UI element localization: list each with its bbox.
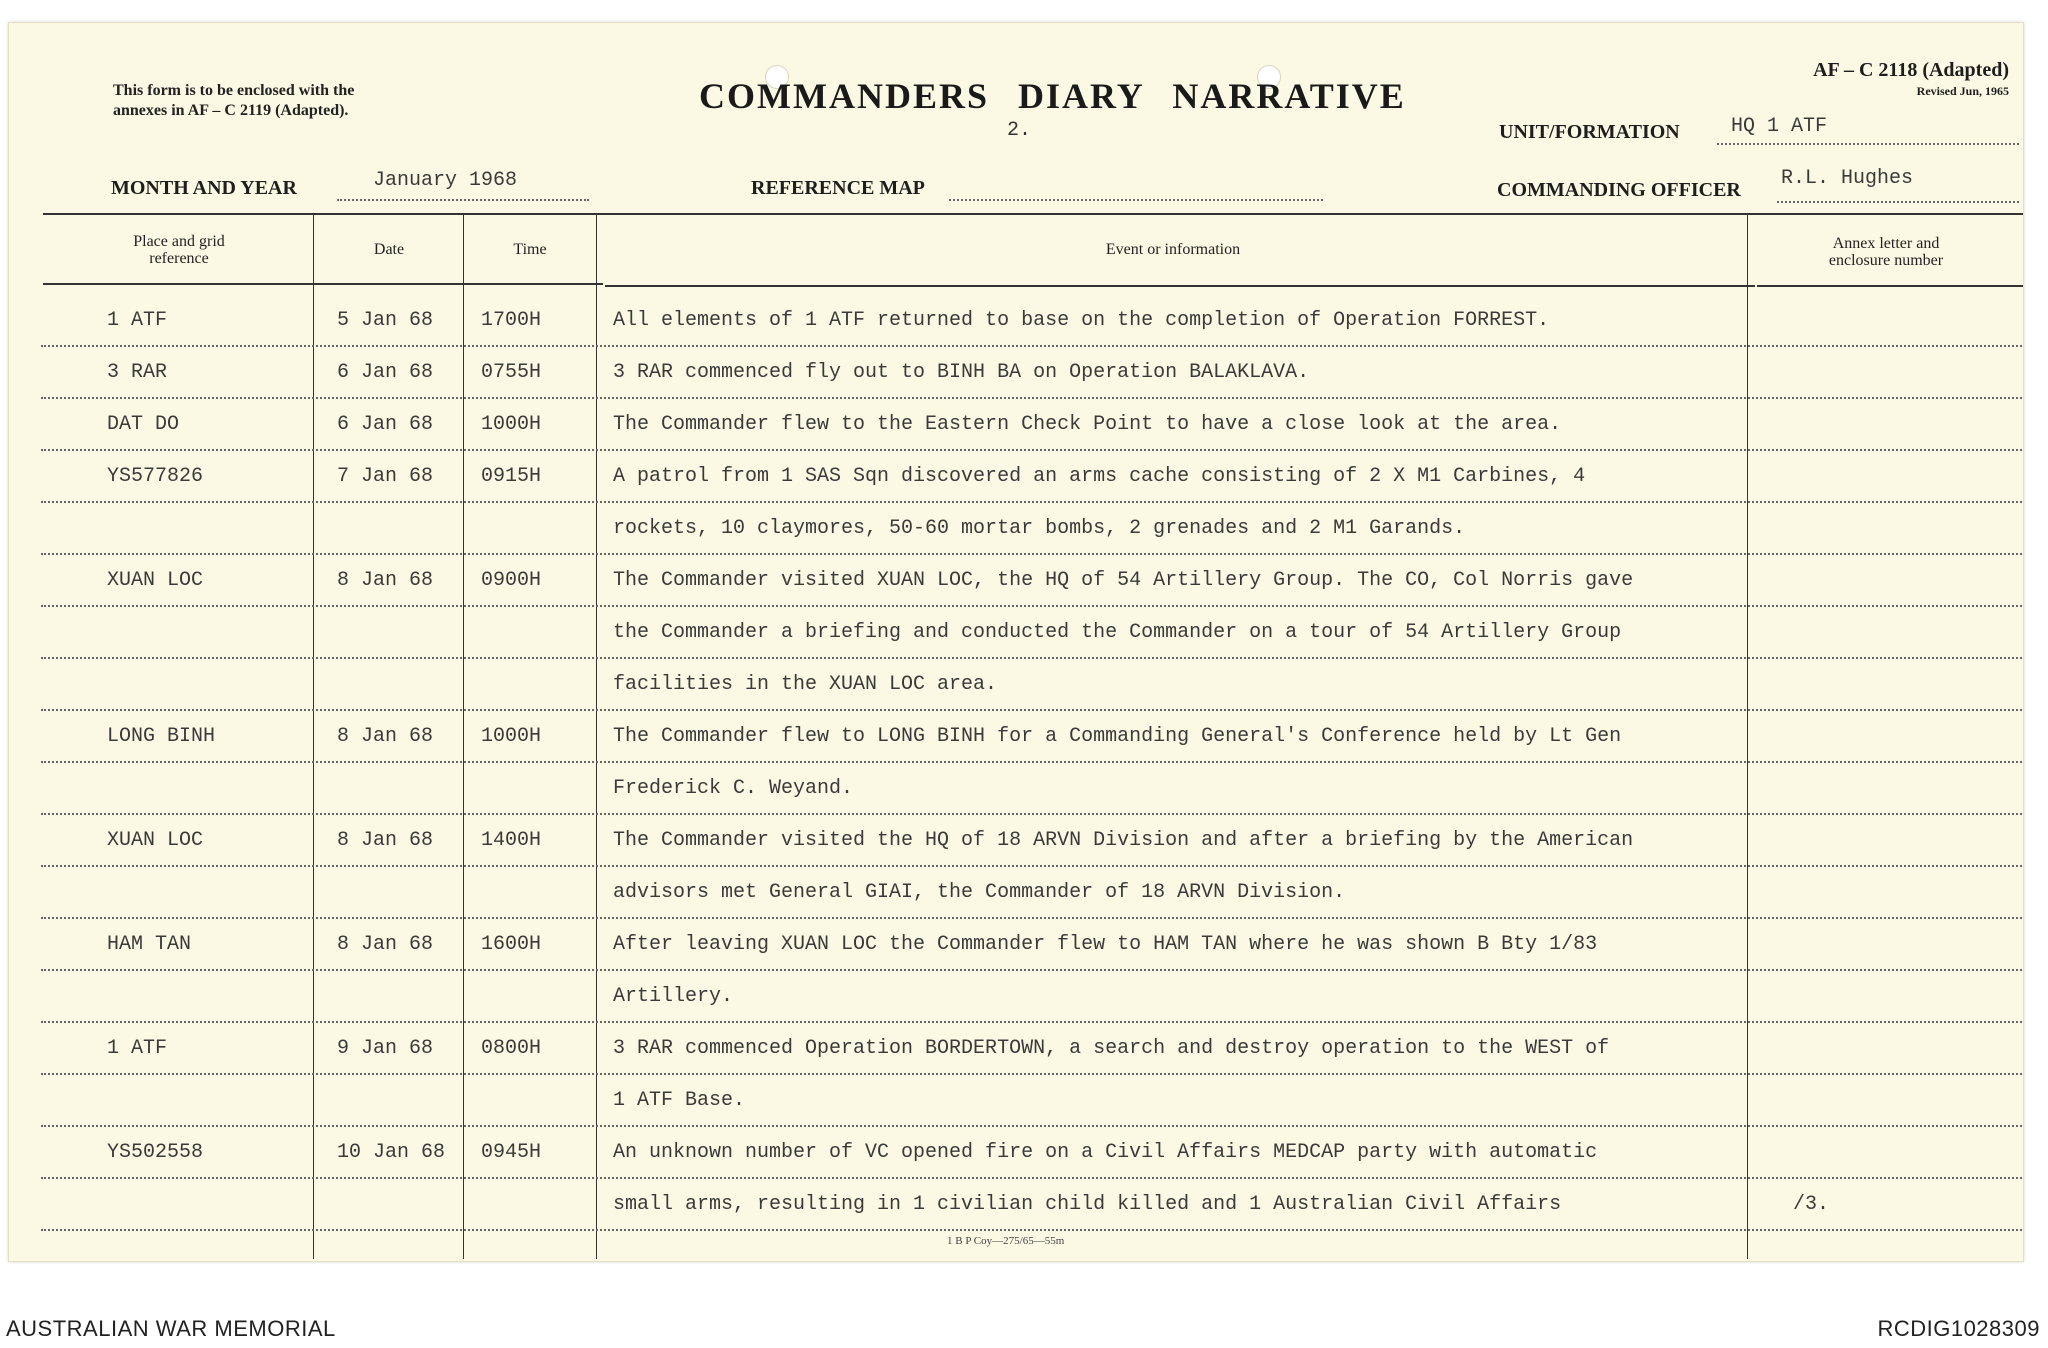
event-cell: facilities in the XUAN LOC area. (613, 673, 998, 696)
table-row (41, 867, 2024, 919)
reference-map-label: REFERENCE MAP (751, 177, 925, 199)
header-bottom-rule-event (605, 285, 1755, 287)
unit-formation-field (1499, 115, 2019, 151)
event-cell: The Commander flew to LONG BINH for a Commanding General's Conference held by Lt Gen (613, 725, 1622, 748)
date-cell: 8 Jan 68 (337, 933, 434, 956)
date-cell: 7 Jan 68 (337, 465, 434, 488)
printer-code: 1 B P Coy—275/65—55m (947, 1235, 1065, 1247)
table-row (41, 295, 2024, 347)
unit-formation-label: UNIT/FORMATION (1499, 121, 1680, 143)
table-row (41, 607, 2024, 659)
time-cell: 0915H (481, 465, 542, 488)
event-cell: 3 RAR commenced Operation BORDERTOWN, a search and destroy operation to the WEST of (613, 1037, 1610, 1060)
archive-caption-left: AUSTRALIAN WAR MEMORIAL (6, 1316, 336, 1341)
table-row (41, 555, 2024, 607)
enclosure-note-line2: annexes in AF – C 2119 (Adapted). (113, 102, 349, 119)
diary-sheet (8, 22, 2024, 1262)
column-header-time: Time (513, 241, 547, 258)
form-code: AF – C 2118 (Adapted) (1813, 59, 2009, 81)
place-cell: XUAN LOC (107, 829, 204, 852)
time-cell: 1600H (481, 933, 542, 956)
event-cell: The Commander visited XUAN LOC, the HQ of 54 Artillery Group. The CO, Col Norris gave (613, 569, 1634, 592)
unit-formation-value: HQ 1 ATF (1731, 115, 1828, 138)
column-header-date: Date (373, 241, 405, 258)
table-row (41, 711, 2024, 763)
annex-cell: /3. (1793, 1193, 1830, 1216)
event-cell: advisors met General GIAI, the Commander of 18 ARVN Division. (613, 881, 1346, 904)
place-cell: 3 RAR (107, 361, 168, 384)
date-cell: 5 Jan 68 (337, 309, 434, 332)
time-cell: 0755H (481, 361, 542, 384)
event-cell: Artillery. (613, 985, 734, 1008)
time-cell: 0800H (481, 1037, 542, 1060)
table-row (41, 971, 2024, 1023)
enclosure-note (113, 81, 354, 121)
table-top-rule (43, 213, 2023, 215)
commanding-officer-field (1497, 167, 2019, 209)
table-row (41, 1075, 2024, 1127)
form-code-block (1813, 59, 2009, 99)
date-cell: 9 Jan 68 (337, 1037, 434, 1060)
event-cell: 1 ATF Base. (613, 1089, 746, 1112)
month-year-field (111, 169, 589, 207)
column-header-annex: Annex letter and enclosure number (1828, 235, 1944, 269)
event-cell: Frederick C. Weyand. (613, 777, 854, 800)
table-row (41, 919, 2024, 971)
event-cell: After leaving XUAN LOC the Commander flew to HAM TAN where he was shown B Bty 1/83 (613, 933, 1598, 956)
date-cell: 6 Jan 68 (337, 361, 434, 384)
event-cell: An unknown number of VC opened fire on a Civil Affairs MEDCAP party with automatic (613, 1141, 1598, 1164)
place-cell: 1 ATF (107, 309, 168, 332)
place-cell: YS577826 (107, 465, 204, 488)
place-cell: LONG BINH (107, 725, 216, 748)
time-cell: 1400H (481, 829, 542, 852)
time-cell: 1000H (481, 725, 542, 748)
place-cell: 1 ATF (107, 1037, 168, 1060)
archive-caption-right: RCDIG1028309 (1877, 1316, 2040, 1341)
event-cell: small arms, resulting in 1 civilian child killed and 1 Australian Civil Affairs (613, 1193, 1562, 1216)
column-header-event: Event or information (1105, 241, 1241, 258)
column-header-place: Place and grid reference (133, 233, 225, 267)
reference-map-field (751, 177, 1323, 207)
table-row (41, 399, 2024, 451)
header-bottom-rule-annex (1757, 285, 2023, 287)
table-row (41, 815, 2024, 867)
event-cell: rockets, 10 claymores, 50-60 mortar bombs, 2 grenades and 2 M1 Garands. (613, 517, 1466, 540)
event-cell: All elements of 1 ATF returned to base on the completion of Operation FORREST. (613, 309, 1550, 332)
place-cell: HAM TAN (107, 933, 192, 956)
time-cell: 1700H (481, 309, 542, 332)
time-cell: 1000H (481, 413, 542, 436)
place-cell: XUAN LOC (107, 569, 204, 592)
table-row (41, 451, 2024, 503)
month-year-value: January 1968 (373, 169, 518, 192)
table-row (41, 347, 2024, 399)
form-title: COMMANDERS DIARY NARRATIVE (699, 76, 1406, 116)
place-cell: YS502558 (107, 1141, 204, 1164)
event-cell: the Commander a briefing and conducted the Commander on a tour of 54 Artillery Group (613, 621, 1622, 644)
page-number: 2. (1007, 119, 1032, 142)
table-row (41, 503, 2024, 555)
date-cell: 8 Jan 68 (337, 829, 434, 852)
event-cell: 3 RAR commenced fly out to BINH BA on Operation BALAKLAVA. (613, 361, 1310, 384)
table-row (41, 1179, 2024, 1231)
time-cell: 0900H (481, 569, 542, 592)
month-year-label: MONTH AND YEAR (111, 177, 297, 199)
date-cell: 6 Jan 68 (337, 413, 434, 436)
event-cell: A patrol from 1 SAS Sqn discovered an arms cache consisting of 2 X M1 Carbines, 4 (613, 465, 1586, 488)
event-cell: The Commander visited the HQ of 18 ARVN Division and after a briefing by the American (613, 829, 1634, 852)
header-bottom-rule-left (43, 283, 603, 285)
date-cell: 8 Jan 68 (337, 725, 434, 748)
event-cell: The Commander flew to the Eastern Check Point to have a close look at the area. (613, 413, 1562, 436)
commanding-officer-label: COMMANDING OFFICER (1497, 179, 1741, 201)
time-cell: 0945H (481, 1141, 542, 1164)
enclosure-note-line1: This form is to be enclosed with the (113, 82, 355, 99)
table-row (41, 763, 2024, 815)
table-row (41, 1023, 2024, 1075)
revision-date: Revised Jun, 1965 (1916, 84, 2009, 98)
date-cell: 8 Jan 68 (337, 569, 434, 592)
date-cell: 10 Jan 68 (337, 1141, 446, 1164)
place-cell: DAT DO (107, 413, 180, 436)
table-row (41, 1127, 2024, 1179)
commanding-officer-value: R.L. Hughes (1781, 167, 1914, 190)
table-row (41, 659, 2024, 711)
